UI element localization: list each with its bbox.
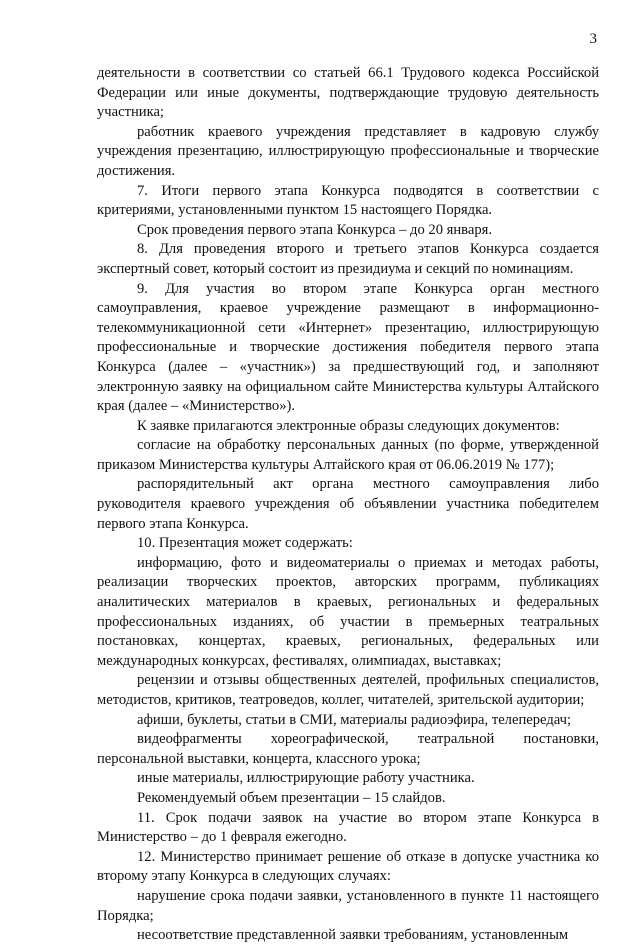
page-number: 3	[589, 31, 597, 47]
paragraph: деятельности в соответствии со статьей 66.1 Трудового кодекса Российской Федерации или иные документы, подтверждающие трудовую деятельность участника;	[97, 65, 599, 121]
paragraph: работник краевого учреждения представляет в кадровую службу учреждения презентацию, иллюстрирующую профессиональные и творческие достижения.	[97, 123, 599, 179]
paragraph: видеофрагменты хореографической, театральной постановки, персональной выставки, концерта, классного урока;	[97, 731, 599, 767]
paragraph: несоответствие представленной заявки требованиям, установленным	[137, 927, 569, 944]
paragraph: 11. Срок подачи заявок на участие во втором этапе Конкурса в Министерство – до 1 февраля ежегодно.	[97, 809, 599, 846]
paragraph: К заявке прилагаются электронные образы следующих документов:	[137, 417, 560, 434]
paragraph: согласие на обработку персональных данных (по форме, утвержденной приказом Министерства культуры Алтайского края от 06.06.2019 № 177);	[97, 437, 599, 473]
document-body	[97, 64, 599, 946]
paragraph: иные материалы, иллюстрирующие работу участника.	[137, 770, 475, 787]
paragraph: нарушение срока подачи заявки, установленного в пункте 11 настоящего Порядка;	[97, 887, 599, 924]
paragraph: 10. Презентация может содержать:	[137, 535, 353, 552]
paragraph: 7. Итоги первого этапа Конкурса подводятся в соответствии с критериями, установленными пунктом 15 настоящего Порядка.	[97, 182, 599, 219]
paragraph: Рекомендуемый объем презентации – 15 слайдов.	[137, 789, 446, 806]
paragraph: афиши, буклеты, статьи в СМИ, материалы радиоэфира, телепередач;	[137, 711, 572, 728]
paragraph: 8. Для проведения второго и третьего этапов Конкурса создается экспертный совет, который состоит из президиума и секций по номинациям.	[97, 241, 599, 277]
paragraph: распорядительный акт органа местного самоуправления либо руководителя краевого учреждения об объявлении участника победителем первого этапа Конкурса.	[97, 476, 599, 532]
paragraph: Срок проведения первого этапа Конкурса – до 20 января.	[137, 221, 493, 238]
paragraph: 12. Министерство принимает решение об отказе в допуске участника ко второму этапу Конкурса в следующих случаях:	[97, 848, 599, 885]
paragraph: рецензии и отзывы общественных деятелей, профильных специалистов, методистов, критиков, театроведов, коллег, читателей, зрительской аудитории;	[97, 672, 599, 708]
paragraph: 9. Для участия во втором этапе Конкурса орган местного самоуправления, краевое учреждение размещают в информационно-телекоммуникационной сети «Интернет» презентацию, иллюстрирующую профессиональные и творческие достижения победителя первого этапа Конкурса (далее – «участник») за предшествующий год, и заполняют электронную заявку на официальном сайте Министерства культуры Алтайского края (далее – «Министерство»).	[97, 280, 599, 415]
paragraph: информацию, фото и видеоматериалы о приемах и методах работы, реализации творческих проектов, авторских программ, публикациях аналитических материалов в краевых, региональных и федеральных профессиональных изданиях, об участии в премьерных театральных постановках, концертах, краевых, региональных, федеральных или международных конкурсах, фестивалях, олимпиадах, выставках;	[97, 554, 599, 669]
